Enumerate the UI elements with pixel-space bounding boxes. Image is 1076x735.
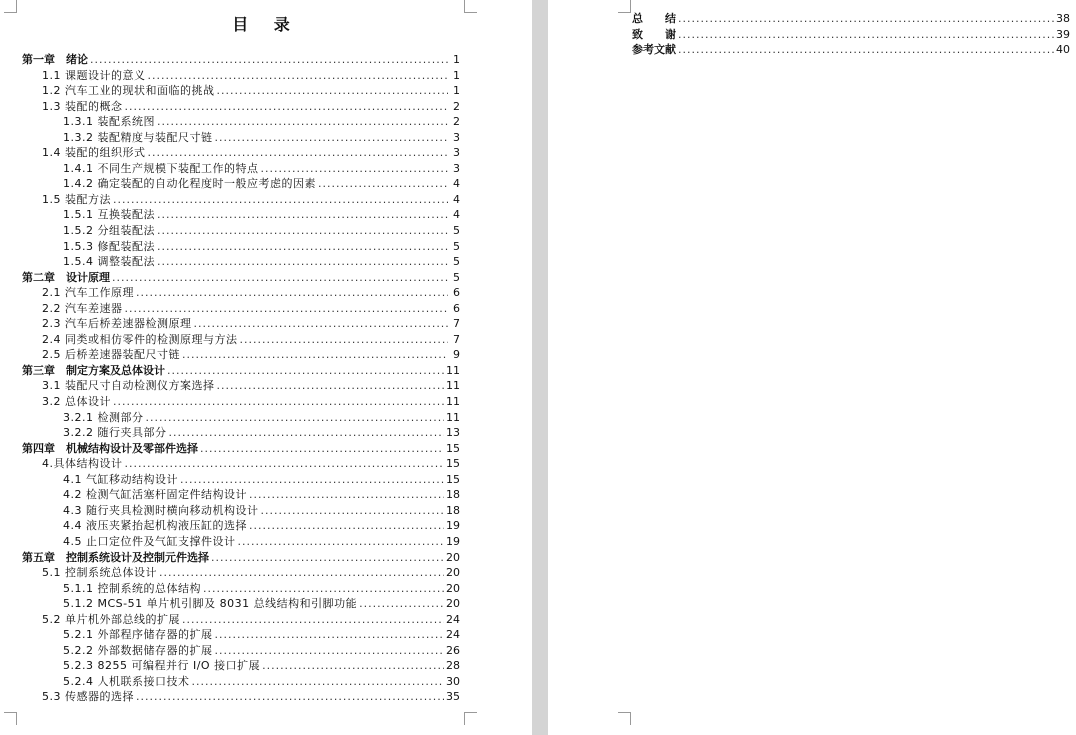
toc-entry-page-number: 5 bbox=[453, 270, 460, 284]
page-corner-mark bbox=[618, 712, 631, 725]
toc-entry[interactable] bbox=[22, 643, 460, 659]
toc-entry[interactable] bbox=[22, 363, 460, 379]
toc-dot-leader bbox=[192, 674, 445, 690]
toc-entry[interactable] bbox=[22, 658, 460, 674]
toc-entry[interactable] bbox=[22, 581, 460, 597]
toc-dot-leader bbox=[157, 207, 448, 223]
toc-dot-leader bbox=[180, 472, 444, 488]
toc-entry-title: 2.1 汽车工作原理 bbox=[42, 286, 134, 300]
toc-dot-leader bbox=[194, 316, 449, 332]
toc-dot-leader bbox=[240, 332, 449, 348]
toc-entry-page-number: 1 bbox=[453, 84, 460, 98]
toc-entry-title: 5.2.2 外部数据储存器的扩展 bbox=[63, 643, 213, 657]
toc-entry-page-number: 26 bbox=[446, 643, 460, 657]
toc-entry[interactable] bbox=[22, 550, 460, 566]
toc-entry-page-number: 9 bbox=[453, 348, 460, 362]
toc-entry[interactable] bbox=[22, 83, 460, 99]
toc-entry-title: 5.1.2 MCS-51 单片机引脚及 8031 总线结构和引脚功能 bbox=[63, 597, 358, 611]
toc-entry-page-number: 3 bbox=[453, 130, 460, 144]
toc-entry-page-number: 19 bbox=[446, 519, 460, 533]
toc-entry[interactable] bbox=[22, 52, 460, 68]
toc-entry[interactable] bbox=[22, 145, 460, 161]
toc-entry-title: 1.5.4 调整装配法 bbox=[63, 255, 155, 269]
toc-dot-leader bbox=[148, 145, 449, 161]
toc-dot-leader bbox=[182, 612, 444, 628]
toc-dot-leader bbox=[157, 114, 448, 130]
toc-dot-leader bbox=[211, 550, 444, 566]
page-corner-mark bbox=[464, 712, 477, 725]
toc-entry-page-number: 18 bbox=[446, 503, 460, 517]
toc-entry-page-number: 3 bbox=[453, 161, 460, 175]
toc-entry-title: 4.4 液压夹紧抬起机构液压缸的选择 bbox=[63, 519, 247, 533]
toc-entry-page-number: 30 bbox=[446, 674, 460, 688]
toc-entry-title: 1.3.1 装配系统图 bbox=[63, 115, 155, 129]
toc-dot-leader bbox=[125, 456, 445, 472]
toc-entry-title: 3.2.2 随行夹具部分 bbox=[63, 426, 167, 440]
toc-entry-page-number: 2 bbox=[453, 99, 460, 113]
toc-dot-leader bbox=[90, 52, 448, 68]
toc-entry[interactable] bbox=[22, 394, 460, 410]
toc-entry-title: 第一章 绪论 bbox=[22, 53, 88, 66]
toc-dot-leader bbox=[215, 627, 445, 643]
toc-entry-title: 4.具体结构设计 bbox=[42, 457, 123, 471]
toc-dot-leader bbox=[113, 192, 448, 208]
toc-dot-leader bbox=[159, 565, 444, 581]
toc-dot-leader bbox=[146, 410, 445, 426]
toc-dot-leader bbox=[157, 254, 448, 270]
toc-entry[interactable] bbox=[22, 689, 460, 705]
toc-entry[interactable] bbox=[22, 674, 460, 690]
toc-entry-title: 第五章 控制系统设计及控制元件选择 bbox=[22, 550, 209, 564]
toc-dot-leader bbox=[318, 176, 448, 192]
toc-title: 目 录 bbox=[232, 15, 300, 34]
toc-entry-page-number: 11 bbox=[446, 410, 460, 424]
toc-entry-title: 3.1 装配尺寸自动检测仪方案选择 bbox=[42, 379, 215, 393]
toc-entry-title: 2.4 同类或相仿零件的检测原理与方法 bbox=[42, 332, 238, 346]
toc-entry-title: 1.4.2 确定装配的自动化程度时一般应考虑的因素 bbox=[63, 177, 316, 191]
toc-entry-page-number: 6 bbox=[453, 301, 460, 315]
toc-entry[interactable] bbox=[22, 534, 460, 550]
toc-dot-leader bbox=[262, 658, 444, 674]
toc-entry-page-number: 28 bbox=[446, 659, 460, 673]
toc-entry[interactable] bbox=[22, 503, 460, 519]
toc-dot-leader bbox=[112, 270, 448, 286]
toc-entry-title: 1.4 装配的组织形式 bbox=[42, 146, 146, 160]
toc-entry-page-number: 20 bbox=[446, 581, 460, 595]
toc-dot-leader bbox=[203, 581, 444, 597]
toc-dot-leader bbox=[125, 99, 449, 115]
toc-entry-title: 1.3.2 装配精度与装配尺寸链 bbox=[63, 130, 213, 144]
toc-dot-leader bbox=[260, 161, 448, 177]
toc-entry-title: 5.2.3 8255 可编程并行 I/O 接口扩展 bbox=[63, 659, 261, 673]
toc-entry[interactable] bbox=[22, 161, 460, 177]
toc-list-right bbox=[632, 11, 1070, 58]
toc-entry[interactable] bbox=[632, 42, 1070, 58]
toc-entry[interactable] bbox=[22, 285, 460, 301]
toc-entry-title: 4.2 检测气缸活塞杆固定件结构设计 bbox=[63, 488, 247, 502]
toc-dot-leader bbox=[249, 487, 444, 503]
toc-entry[interactable] bbox=[22, 114, 460, 130]
toc-entry-page-number: 20 bbox=[446, 597, 460, 611]
toc-entry[interactable] bbox=[22, 316, 460, 332]
toc-dot-leader bbox=[136, 285, 448, 301]
toc-entry-title: 5.2.1 外部程序储存器的扩展 bbox=[63, 628, 213, 642]
toc-entry-page-number: 15 bbox=[446, 457, 460, 471]
toc-entry-title: 5.1.1 控制系统的总体结构 bbox=[63, 581, 201, 595]
toc-entry[interactable] bbox=[22, 425, 460, 441]
toc-entry-page-number: 39 bbox=[1056, 27, 1070, 41]
toc-entry-page-number: 1 bbox=[453, 68, 460, 82]
toc-entry[interactable] bbox=[22, 612, 460, 628]
toc-entry-page-number: 15 bbox=[446, 441, 460, 455]
toc-entry-page-number: 20 bbox=[446, 550, 460, 564]
toc-entry-title: 总 结 bbox=[632, 12, 676, 25]
toc-entry-page-number: 7 bbox=[453, 332, 460, 346]
toc-entry-title: 2.5 后桥差速器装配尺寸链 bbox=[42, 348, 180, 362]
toc-entry-page-number: 20 bbox=[446, 566, 460, 580]
toc-entry-title: 2.3 汽车后桥差速器检测原理 bbox=[42, 317, 192, 331]
toc-entry-title: 第四章 机械结构设计及零部件选择 bbox=[22, 441, 198, 455]
toc-entry-page-number: 15 bbox=[446, 472, 460, 486]
toc-entry-page-number: 4 bbox=[453, 177, 460, 191]
toc-entry[interactable] bbox=[632, 27, 1070, 43]
toc-dot-leader bbox=[169, 425, 445, 441]
toc-entry-title: 1.1 课题设计的意义 bbox=[42, 68, 146, 82]
toc-dot-leader bbox=[217, 83, 449, 99]
toc-entry-page-number: 5 bbox=[453, 255, 460, 269]
toc-entry-title: 5.2.4 人机联系接口技术 bbox=[63, 674, 190, 688]
toc-entry-page-number: 13 bbox=[446, 426, 460, 440]
toc-entry[interactable] bbox=[22, 410, 460, 426]
toc-dot-leader bbox=[215, 130, 449, 146]
toc-dot-leader bbox=[136, 689, 444, 705]
toc-entry[interactable] bbox=[22, 270, 460, 286]
toc-entry[interactable] bbox=[22, 99, 460, 115]
toc-entry-title: 3.2 总体设计 bbox=[42, 395, 111, 409]
toc-entry[interactable] bbox=[22, 301, 460, 317]
toc-entry[interactable] bbox=[22, 223, 460, 239]
toc-list-left bbox=[22, 52, 460, 705]
document-page-right bbox=[548, 0, 1076, 735]
toc-entry-page-number: 3 bbox=[453, 146, 460, 160]
toc-entry-page-number: 24 bbox=[446, 628, 460, 642]
toc-entry-title: 1.5 装配方法 bbox=[42, 192, 111, 206]
toc-dot-leader bbox=[678, 27, 1054, 43]
toc-entry-title: 5.3 传感器的选择 bbox=[42, 690, 134, 704]
page-corner-mark bbox=[618, 0, 631, 13]
toc-entry[interactable] bbox=[22, 192, 460, 208]
toc-entry[interactable] bbox=[22, 130, 460, 146]
toc-entry-title: 4.1 气缸移动结构设计 bbox=[63, 472, 178, 486]
toc-entry[interactable] bbox=[22, 378, 460, 394]
toc-entry[interactable] bbox=[22, 239, 460, 255]
toc-entry-title: 1.3 装配的概念 bbox=[42, 99, 123, 113]
toc-entry-page-number: 18 bbox=[446, 488, 460, 502]
toc-entry[interactable] bbox=[22, 254, 460, 270]
toc-dot-leader bbox=[148, 68, 449, 84]
toc-entry[interactable] bbox=[22, 347, 460, 363]
toc-entry-title: 1.5.1 互换装配法 bbox=[63, 208, 155, 222]
toc-entry[interactable] bbox=[22, 487, 460, 503]
toc-entry-title: 4.3 随行夹具检测时横向移动机构设计 bbox=[63, 503, 259, 517]
toc-dot-leader bbox=[157, 239, 448, 255]
toc-entry-page-number: 5 bbox=[453, 239, 460, 253]
toc-entry-title: 1.5.3 修配装配法 bbox=[63, 239, 155, 253]
toc-dot-leader bbox=[359, 596, 444, 612]
toc-entry-title: 4.5 止口定位件及气缸支撑件设计 bbox=[63, 534, 236, 548]
toc-entry-page-number: 24 bbox=[446, 612, 460, 626]
toc-dot-leader bbox=[678, 11, 1054, 27]
toc-entry[interactable] bbox=[22, 596, 460, 612]
toc-entry[interactable] bbox=[22, 565, 460, 581]
toc-entry[interactable] bbox=[632, 11, 1070, 27]
toc-entry-page-number: 19 bbox=[446, 534, 460, 548]
toc-entry[interactable] bbox=[22, 518, 460, 534]
toc-entry[interactable] bbox=[22, 456, 460, 472]
document-page-left bbox=[0, 0, 532, 735]
toc-dot-leader bbox=[200, 441, 444, 457]
toc-dot-leader bbox=[113, 394, 444, 410]
toc-entry-title: 3.2.1 检测部分 bbox=[63, 410, 144, 424]
toc-entry-title: 2.2 汽车差速器 bbox=[42, 301, 123, 315]
toc-entry[interactable] bbox=[22, 207, 460, 223]
toc-entry[interactable] bbox=[22, 68, 460, 84]
toc-dot-leader bbox=[157, 223, 448, 239]
toc-dot-leader bbox=[217, 378, 445, 394]
toc-entry[interactable] bbox=[22, 472, 460, 488]
toc-dot-leader bbox=[215, 643, 445, 659]
toc-entry-title: 5.2 单片机外部总线的扩展 bbox=[42, 612, 180, 626]
toc-entry-page-number: 2 bbox=[453, 115, 460, 129]
toc-entry[interactable] bbox=[22, 627, 460, 643]
toc-dot-leader bbox=[261, 503, 445, 519]
toc-entry-title: 第三章 制定方案及总体设计 bbox=[22, 363, 165, 377]
toc-entry-page-number: 4 bbox=[453, 192, 460, 206]
toc-entry-page-number: 5 bbox=[453, 224, 460, 238]
toc-dot-leader bbox=[167, 363, 444, 379]
toc-entry-title: 5.1 控制系统总体设计 bbox=[42, 566, 157, 580]
toc-entry[interactable] bbox=[22, 441, 460, 457]
toc-dot-leader bbox=[678, 42, 1054, 58]
toc-dot-leader bbox=[182, 347, 448, 363]
toc-entry[interactable] bbox=[22, 332, 460, 348]
toc-dot-leader bbox=[238, 534, 445, 550]
toc-entry-page-number: 4 bbox=[453, 208, 460, 222]
toc-dot-leader bbox=[249, 518, 444, 534]
toc-entry-page-number: 40 bbox=[1056, 43, 1070, 57]
toc-entry-title: 致 谢 bbox=[632, 27, 676, 41]
toc-entry-page-number: 11 bbox=[446, 395, 460, 409]
toc-entry-title: 1.4.1 不同生产规模下装配工作的特点 bbox=[63, 161, 259, 175]
toc-entry-page-number: 1 bbox=[453, 53, 460, 66]
toc-entry-title: 第二章 设计原理 bbox=[22, 270, 110, 284]
toc-entry-title: 参考文献 bbox=[632, 43, 676, 57]
toc-entry-page-number: 11 bbox=[446, 363, 460, 377]
page-corner-mark bbox=[4, 712, 17, 725]
toc-entry-title: 1.2 汽车工业的现状和面临的挑战 bbox=[42, 84, 215, 98]
toc-dot-leader bbox=[125, 301, 449, 317]
toc-entry-title: 1.5.2 分组装配法 bbox=[63, 224, 155, 238]
toc-entry-page-number: 38 bbox=[1056, 12, 1070, 25]
toc-entry-page-number: 35 bbox=[446, 690, 460, 704]
toc-entry-page-number: 11 bbox=[446, 379, 460, 393]
toc-entry-page-number: 6 bbox=[453, 286, 460, 300]
toc-entry[interactable] bbox=[22, 176, 460, 192]
toc-entry-page-number: 7 bbox=[453, 317, 460, 331]
